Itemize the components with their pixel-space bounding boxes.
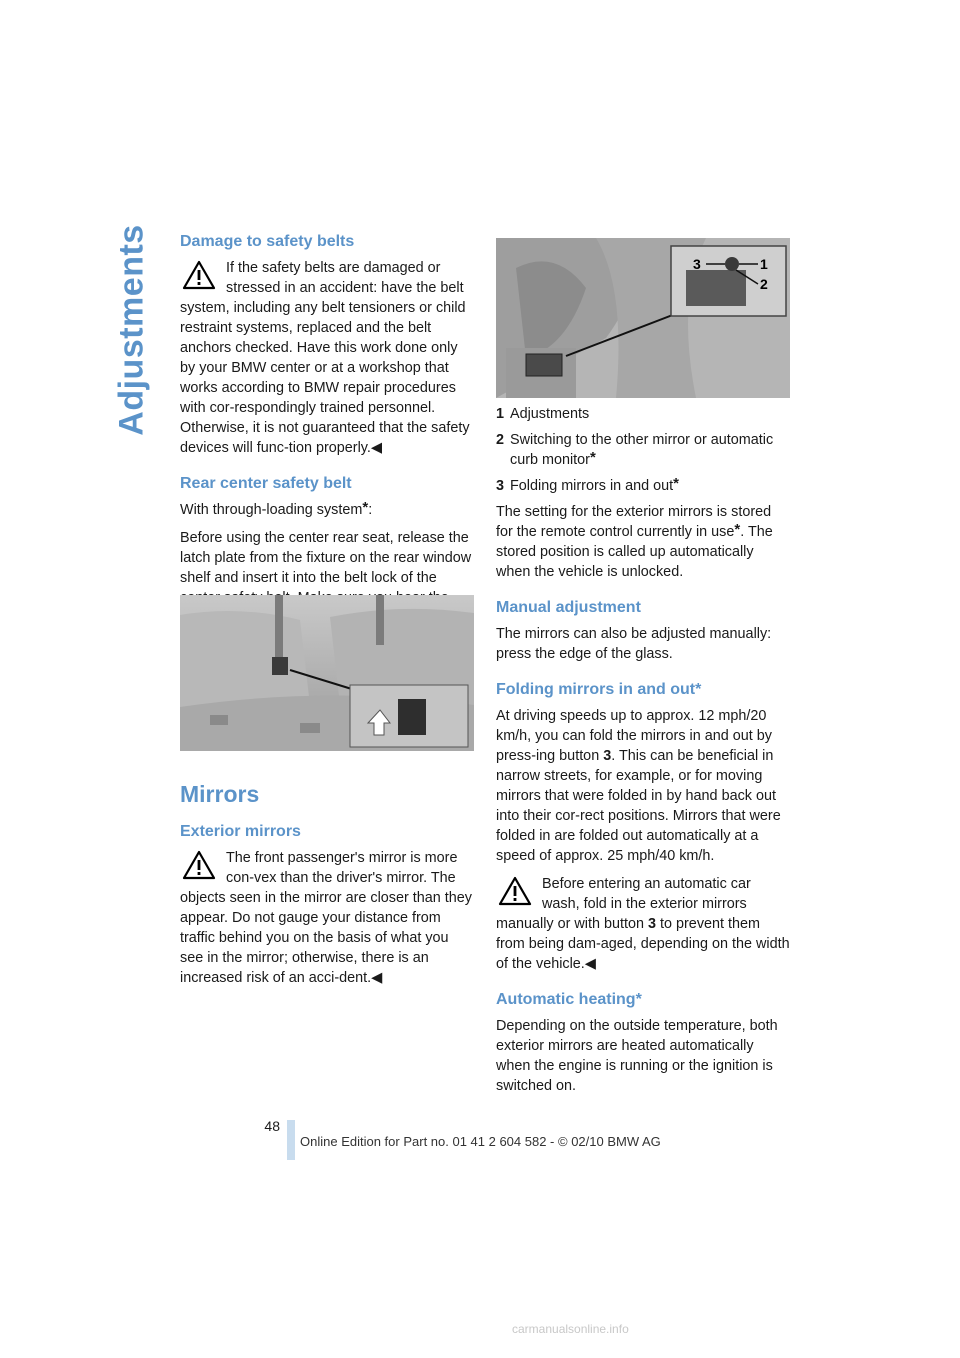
list-item: 1 Adjustments	[496, 406, 590, 422]
rear-seat-belt-image	[180, 595, 474, 751]
folding-warning-first: Before entering an automatic car wash, fold in the exterior mirrors manually or	[496, 876, 751, 932]
mirror-switch-image	[496, 238, 790, 398]
heating-heading: Automatic heating*	[496, 991, 642, 1008]
exterior-mirrors-heading: Exterior mirrors	[180, 823, 301, 840]
warning-icon	[498, 876, 532, 906]
mirrors-title: Mirrors	[180, 781, 260, 807]
heating-body: Depending on the outside temperature, both exterior mirrors are heated automatically when the engine is running or the ignition is switched on.	[496, 1018, 778, 1094]
list-item: 2 Switching to the other mirror or automatic curb monitor*	[496, 432, 774, 468]
callout-1: 1	[760, 256, 768, 272]
section-title	[108, 224, 156, 436]
manual-adjustment-heading: Manual adjustment	[496, 599, 641, 616]
watermark: carmanualsonline.info	[512, 1322, 629, 1336]
folding-heading: Folding mirrors in and out*	[496, 681, 702, 698]
folding-warning: Before entering an automatic car wash, fold in the exterior mirrors manually or with button 3 to prevent them from being dam-aged, depending on the width of the vehicle.◀	[496, 876, 790, 972]
right-column	[496, 404, 790, 1104]
exterior-warning-rest: seen in the mirror are closer than they appear. Do not gauge your distance from traffic behind you on the basis of what you see in the mirror; otherwise, there is an increased risk of an acci-dent.◀	[180, 890, 472, 986]
list-item: 3 Folding mirrors in and out*	[496, 475, 680, 494]
mirrors-section	[180, 780, 472, 996]
left-column	[180, 232, 472, 636]
rear-belt-heading: Rear center safety belt	[180, 475, 352, 492]
footer-bar	[287, 1120, 295, 1160]
exterior-warning-first: The front passenger's mirror is more con-vex than the driver's mirror. The objects	[180, 850, 458, 906]
warning-icon	[182, 260, 216, 290]
callout-3: 3	[693, 256, 701, 272]
section-title-text: Adjustments	[112, 224, 151, 436]
storage-text: The setting for the exterior mirrors is stored for the remote control currently in use*. The stored position is called up automatically when the vehicle is unlocked.	[496, 504, 773, 580]
damage-warning-rest: system, including any belt tensioners or child restraint systems, replaced and the belt anchors checked. Have this work done only by your BMW center or at a workshop that works according to BMW repair procedures with cor-respondingly trained personnel. Otherwise, it is not guaranteed that the safety devices will func-tion properly.◀	[180, 300, 470, 456]
page-number: 48	[264, 1118, 280, 1134]
rear-belt-intro: With through-loading system*:	[180, 499, 373, 518]
damage-warning-first: If the safety belts are damaged or stressed in an accident: have the belt	[226, 260, 464, 296]
callout-2: 2	[760, 276, 768, 292]
callout-legend	[496, 404, 790, 496]
damage-warning	[180, 258, 472, 458]
exterior-mirrors-warning	[180, 848, 472, 988]
rear-belt-body: Before using the center rear seat, release the latch plate from the fixture on the rear window shelf and insert it into the belt lock of the	[180, 530, 472, 586]
folding-body: At driving speeds up to approx. 12 mph/20 km/h, you can fold the mirrors in and out by press-ing button 3. This can be beneficial in narrow streets, for example, or for moving mirrors that were folded in by hand back out into their cor-rect positions. Mirrors that were folded in are folded out automatically at a speed of approx. 25 mph/40 km/h.	[496, 708, 781, 864]
damage-heading: Damage to safety belts	[180, 233, 355, 250]
warning-icon	[182, 850, 216, 880]
manual-adjustment-body: The mirrors can also be adjusted manually: press the edge of the glass.	[496, 626, 772, 662]
edition-text: Online Edition for Part no. 01 41 2 604 582 - © 02/10 BMW AG	[300, 1134, 661, 1149]
